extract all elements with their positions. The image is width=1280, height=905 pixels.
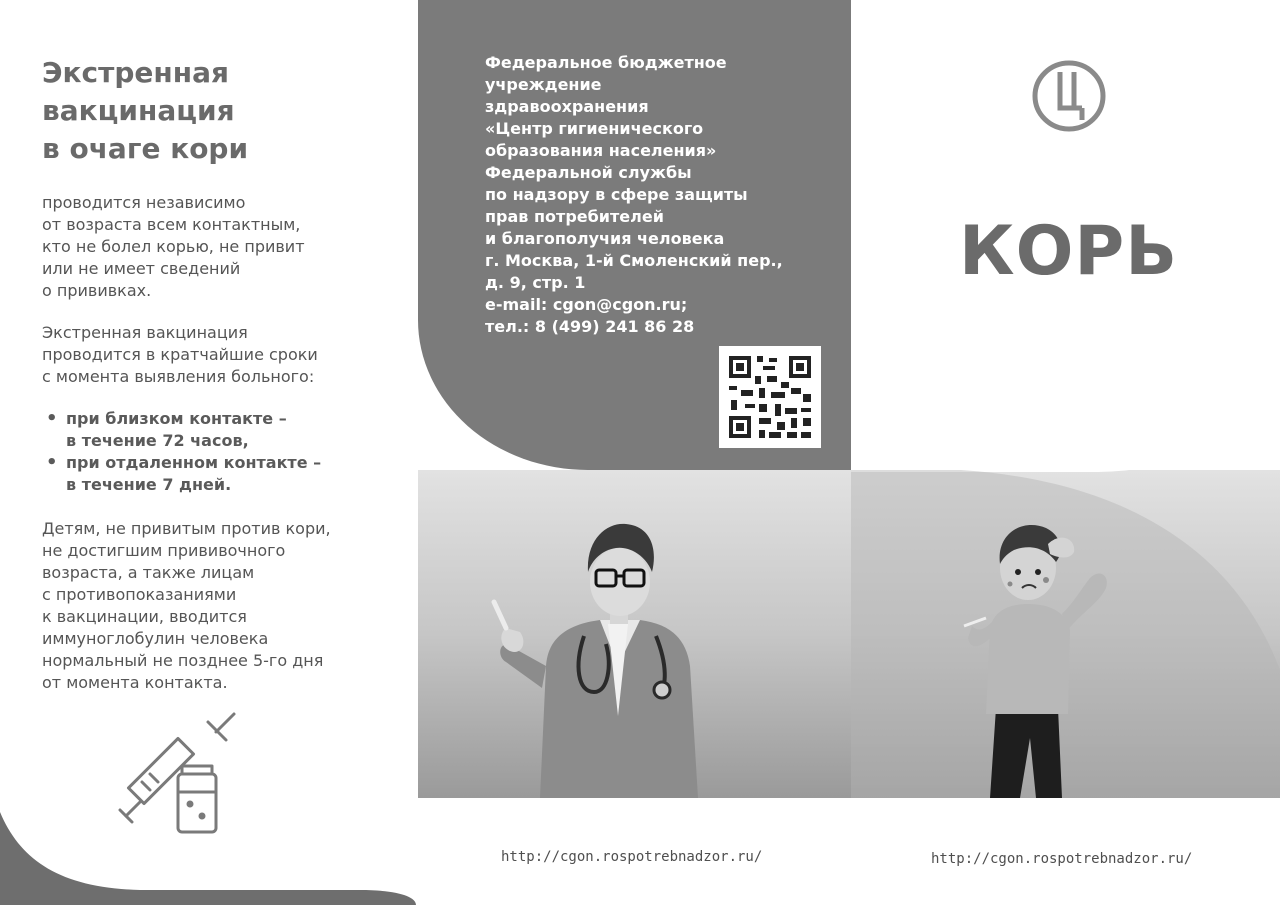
qr-code-icon — [719, 346, 821, 448]
paragraph-timing: Экстренная вакцинация проводится в кратчайшие сроки с момента выявления больного: — [42, 323, 318, 386]
organization-info: Федеральное бюджетное учреждение здравоохранения «Центр гигиенического образования населения» Федеральной службы по надзору в сфере защиты прав потребителей и благополучия человека г. Москва, 1-й Смоленский пер., д. 9, стр. 1 e-mail: cgon@cgon.ru; тел.: 8 (499) 241 86 28 — [485, 53, 783, 336]
paragraph-contacts: проводится независимо от возраста всем контактным, кто не болел корью, не привит или не имеет сведений о прививках. — [42, 193, 305, 300]
website-url-right[interactable]: http://cgon.rospotrebnadzor.ru/ — [931, 851, 1193, 867]
doctor-illustration — [490, 516, 720, 798]
bullet-close-contact: • при близком контакте – в течение 72 часов, — [42, 408, 392, 452]
syringe-vial-icon — [112, 708, 244, 838]
contact-bullets — [42, 408, 392, 496]
paragraph-immunoglobulin: Детям, не привитым против кори, не достигшим прививочного возраста, а также лицам с противопоказаниями к вакцинации, вводится иммуноглобулин человека нормальный не позднее 5-го дня от момента контакта. — [42, 519, 331, 692]
cgon-logo-icon — [1030, 58, 1108, 134]
left-title: Экстренная вакцинация в очаге кори — [42, 56, 249, 165]
disease-title: КОРЬ — [959, 212, 1179, 291]
sick-child-illustration — [950, 518, 1120, 798]
website-url-middle[interactable]: http://cgon.rospotrebnadzor.ru/ — [501, 849, 763, 865]
bullet-distant-contact: • при отдаленном контакте – в течение 7 дней. — [42, 452, 392, 496]
